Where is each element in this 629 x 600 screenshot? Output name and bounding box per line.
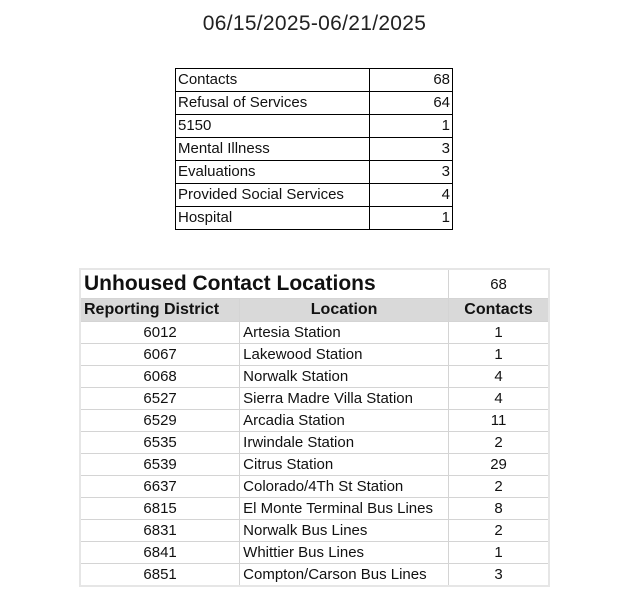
summary-table [175, 68, 453, 230]
reporting-district-cell: 6637 [80, 476, 240, 498]
table-row [80, 520, 549, 542]
table-row [80, 564, 549, 587]
summary-label: 5150 [176, 115, 370, 138]
contacts-cell: 11 [449, 410, 549, 432]
summary-row-contacts [176, 69, 453, 92]
table-row [80, 542, 549, 564]
contacts-cell: 8 [449, 498, 549, 520]
column-header-location: Location [240, 299, 449, 322]
report-date-range: 06/15/2025-06/21/2025 [202, 12, 427, 35]
contacts-cell: 1 [449, 344, 549, 366]
summary-value: 68 [369, 69, 452, 92]
contacts-cell: 2 [449, 520, 549, 542]
locations-title: Unhoused Contact Locations [80, 269, 449, 299]
summary-value: 3 [369, 138, 452, 161]
locations-title-row [80, 269, 549, 299]
location-cell: Irwindale Station [240, 432, 449, 454]
summary-value: 1 [369, 207, 452, 230]
contacts-cell: 4 [449, 388, 549, 410]
table-row [80, 432, 549, 454]
summary-value: 4 [369, 184, 452, 207]
location-cell: Lakewood Station [240, 344, 449, 366]
location-cell: Citrus Station [240, 454, 449, 476]
contacts-cell: 2 [449, 432, 549, 454]
summary-row-evaluations [176, 161, 453, 184]
location-cell: Whittier Bus Lines [240, 542, 449, 564]
contacts-cell: 4 [449, 366, 549, 388]
summary-value: 1 [369, 115, 452, 138]
reporting-district-cell: 6012 [80, 322, 240, 344]
column-header-reporting-district: Reporting District [80, 299, 240, 322]
reporting-district-cell: 6851 [80, 564, 240, 587]
location-cell: Norwalk Station [240, 366, 449, 388]
summary-value: 64 [369, 92, 452, 115]
reporting-district-cell: 6815 [80, 498, 240, 520]
location-cell: Compton/Carson Bus Lines [240, 564, 449, 587]
reporting-district-cell: 6831 [80, 520, 240, 542]
location-cell: Sierra Madre Villa Station [240, 388, 449, 410]
reporting-district-cell: 6841 [80, 542, 240, 564]
contacts-cell: 3 [449, 564, 549, 587]
reporting-district-cell: 6535 [80, 432, 240, 454]
locations-total-contacts: 68 [449, 269, 549, 299]
table-row [80, 344, 549, 366]
reporting-district-cell: 6068 [80, 366, 240, 388]
column-header-contacts: Contacts [449, 299, 549, 322]
locations-header-row [80, 299, 549, 322]
summary-label: Provided Social Services [176, 184, 370, 207]
location-cell: Arcadia Station [240, 410, 449, 432]
summary-label: Hospital [176, 207, 370, 230]
reporting-district-cell: 6539 [80, 454, 240, 476]
reporting-district-cell: 6529 [80, 410, 240, 432]
reporting-district-cell: 6527 [80, 388, 240, 410]
contacts-cell: 1 [449, 542, 549, 564]
summary-row-5150 [176, 115, 453, 138]
location-cell: Norwalk Bus Lines [240, 520, 449, 542]
summary-row-provided-social-services [176, 184, 453, 207]
summary-label: Contacts [176, 69, 370, 92]
table-row [80, 410, 549, 432]
summary-label: Evaluations [176, 161, 370, 184]
summary-row-mental-illness [176, 138, 453, 161]
contact-locations-table [79, 268, 550, 587]
contacts-cell: 2 [449, 476, 549, 498]
table-row [80, 498, 549, 520]
location-cell: Colorado/4Th St Station [240, 476, 449, 498]
summary-label: Mental Illness [176, 138, 370, 161]
summary-label: Refusal of Services [176, 92, 370, 115]
location-cell: Artesia Station [240, 322, 449, 344]
summary-value: 3 [369, 161, 452, 184]
table-row [80, 388, 549, 410]
summary-row-refusal-of-services [176, 92, 453, 115]
summary-row-hospital [176, 207, 453, 230]
location-cell: El Monte Terminal Bus Lines [240, 498, 449, 520]
table-row [80, 366, 549, 388]
contacts-cell: 29 [449, 454, 549, 476]
table-row [80, 476, 549, 498]
table-row [80, 322, 549, 344]
table-row [80, 454, 549, 476]
contacts-cell: 1 [449, 322, 549, 344]
reporting-district-cell: 6067 [80, 344, 240, 366]
